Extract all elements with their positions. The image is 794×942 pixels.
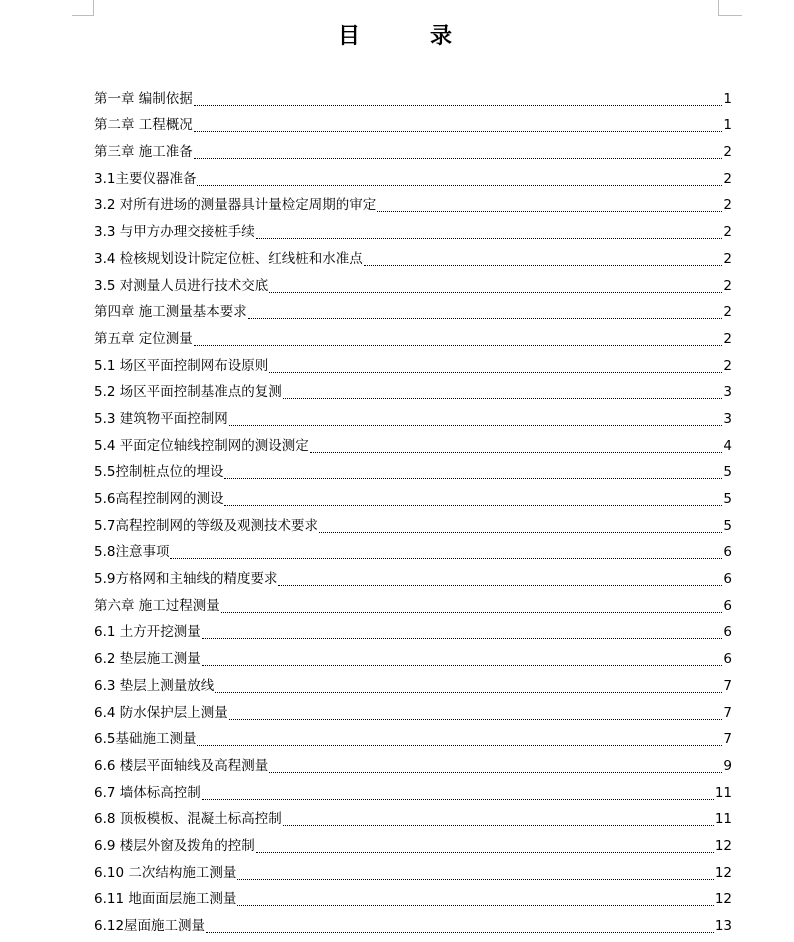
toc-entry-page-number: 12 [714,891,732,908]
toc-entry[interactable] [94,350,732,377]
toc-entry[interactable] [94,216,732,243]
toc-entry-page-number: 5 [723,517,732,534]
toc-entry-label: 6.7 墙体标高控制 [94,784,201,801]
toc-leader-dots [224,504,722,506]
toc-entry[interactable] [94,297,732,324]
toc-leader-dots [202,637,723,639]
toc-entry-page-number: 7 [723,731,732,748]
toc-entry[interactable] [94,643,732,670]
toc-entry[interactable] [94,804,732,831]
toc-entry-page-number: 2 [723,304,732,321]
toc-entry[interactable] [94,724,732,751]
toc-entry[interactable] [94,483,732,510]
toc-entry-label: 5.7高程控制网的等级及观测技术要求 [94,517,318,534]
toc-entry-label: 3.1主要仪器准备 [94,170,197,187]
toc-leader-dots [215,691,722,693]
toc-entry-label: 第一章 编制依据 [94,90,193,107]
toc-entry-label: 第六章 施工过程测量 [94,597,220,614]
toc-entry-label: 5.5控制桩点位的埋设 [94,464,224,481]
toc-entry[interactable] [94,750,732,777]
toc-entry-label: 5.1 场区平面控制网布设原则 [94,357,269,374]
toc-entry[interactable] [94,590,732,617]
toc-leader-dots [202,798,714,800]
toc-entry-page-number: 2 [723,357,732,374]
toc-leader-dots [269,291,722,293]
toc-entry-page-number: 4 [723,437,732,454]
toc-entry-label: 6.8 顶板模板、混凝土标高控制 [94,811,282,828]
toc-entry-label: 3.2 对所有进场的测量器具计量检定周期的审定 [94,197,377,214]
toc-entry[interactable] [94,830,732,857]
toc-entry-label: 3.4 检核规划设计院定位桩、红线桩和水准点 [94,250,363,267]
toc-leader-dots [283,824,714,826]
toc-entry-label: 6.12屋面施工测量 [94,918,206,934]
toc-entry[interactable] [94,697,732,724]
crop-mark-top-left-horizontal [72,15,94,16]
toc-entry-page-number: 2 [723,277,732,294]
toc-leader-dots [283,397,723,399]
toc-entry-page-number: 7 [723,704,732,721]
toc-entry[interactable] [94,377,732,404]
toc-entry-label: 6.6 楼层平面轴线及高程测量 [94,757,269,774]
toc-entry[interactable] [94,777,732,804]
toc-entry-page-number: 6 [723,624,732,641]
toc-entry[interactable] [94,163,732,190]
toc-entry[interactable] [94,617,732,644]
crop-mark-top-left-vertical [93,0,94,16]
toc-entry[interactable] [94,457,732,484]
toc-entry-label: 5.8注意事项 [94,544,170,561]
toc-leader-dots [202,664,723,666]
toc-leader-dots [221,611,723,613]
toc-leader-dots [364,264,723,266]
toc-entry-page-number: 2 [723,144,732,161]
toc-entry-page-number: 7 [723,677,732,694]
toc-entry-page-number: 12 [714,837,732,854]
toc-entry-page-number: 1 [723,90,732,107]
toc-entry-page-number: 2 [723,330,732,347]
toc-entry[interactable] [94,243,732,270]
toc-leader-dots [170,557,722,559]
toc-entry-label: 6.1 土方开挖测量 [94,624,201,641]
toc-leader-dots [206,931,714,933]
toc-entry-label: 5.3 建筑物平面控制网 [94,410,228,427]
toc-entry[interactable] [94,83,732,110]
toc-entry-label: 第三章 施工准备 [94,144,193,161]
toc-leader-dots [256,237,723,239]
toc-entry[interactable] [94,910,732,937]
toc-entry-page-number: 13 [714,918,732,934]
toc-leader-dots [269,371,722,373]
toc-leader-dots [237,904,713,906]
toc-leader-dots [377,210,722,212]
toc-entry-label: 6.11 地面面层施工测量 [94,891,237,908]
toc-entry-page-number: 2 [723,197,732,214]
crop-mark-top-right-horizontal [718,15,742,16]
toc-entry[interactable] [94,323,732,350]
toc-leader-dots [194,104,723,106]
toc-entry-label: 6.10 二次结构施工测量 [94,864,237,881]
toc-leader-dots [197,184,722,186]
toc-entry-label: 5.6高程控制网的测设 [94,491,224,507]
toc-entry-label: 5.2 场区平面控制基准点的复测 [94,384,282,401]
toc-leader-dots [194,157,723,159]
toc-entry[interactable] [94,537,732,564]
toc-entry-page-number: 2 [723,170,732,187]
toc-entry-page-number: 6 [723,597,732,614]
toc-entry-label: 第四章 施工测量基本要求 [94,304,247,321]
toc-entry-label: 3.5 对测量人员进行技术交底 [94,277,269,294]
toc-entry[interactable] [94,136,732,163]
toc-entry[interactable] [94,110,732,137]
toc-leader-dots [319,531,722,533]
toc-entry-label: 6.2 垫层施工测量 [94,651,201,668]
toc-entry-label: 3.3 与甲方办理交接桩手续 [94,224,255,241]
toc-entry[interactable] [94,857,732,884]
toc-entry[interactable] [94,403,732,430]
toc-entry-label: 5.4 平面定位轴线控制网的测设测定 [94,437,309,454]
toc-entry-page-number: 5 [723,491,732,507]
toc-entry-page-number: 9 [723,757,732,774]
toc-entry[interactable] [94,430,732,457]
toc-entry-page-number: 5 [723,464,732,481]
page-title: 目 录 [337,23,476,49]
toc-leader-dots [224,477,722,479]
toc-entry-page-number: 2 [723,224,732,241]
toc-entry-page-number: 2 [723,250,732,267]
toc-entry-label: 第五章 定位测量 [94,330,193,347]
toc-entry-label: 第二章 工程概况 [94,117,193,134]
toc-entry[interactable] [94,563,732,590]
toc-leader-dots [237,878,713,880]
toc-entry-page-number: 6 [723,544,732,561]
toc-entry-label: 6.5基础施工测量 [94,731,197,748]
toc-entry-page-number: 6 [723,651,732,668]
toc-leader-dots [278,584,722,586]
toc-entry-page-number: 3 [723,384,732,401]
toc-entry-label: 5.9方格网和主轴线的精度要求 [94,571,278,588]
toc-leader-dots [194,344,723,346]
toc-leader-dots [256,851,714,853]
toc-entry-page-number: 6 [723,571,732,588]
toc-entry-label: 6.4 防水保护层上测量 [94,704,228,721]
toc-entry-label: 6.3 垫层上测量放线 [94,677,215,694]
toc-leader-dots [229,718,723,720]
toc-entry[interactable] [94,510,732,537]
toc-entry[interactable] [94,190,732,217]
toc-leader-dots [229,424,723,426]
crop-mark-top-right-vertical [718,0,719,16]
table-of-contents [94,83,732,937]
toc-entry-label: 6.9 楼层外窗及拨角的控制 [94,837,255,854]
toc-leader-dots [269,771,722,773]
toc-entry[interactable] [94,884,732,911]
toc-leader-dots [194,130,723,132]
toc-leader-dots [197,744,722,746]
toc-entry-page-number: 1 [723,117,732,134]
toc-entry-page-number: 12 [714,864,732,881]
toc-entry[interactable] [94,670,732,697]
toc-entry-page-number: 11 [714,784,732,801]
toc-entry[interactable] [94,270,732,297]
toc-leader-dots [248,317,723,319]
toc-leader-dots [310,451,723,453]
toc-entry-page-number: 3 [723,410,732,427]
toc-entry-page-number: 11 [714,811,732,828]
